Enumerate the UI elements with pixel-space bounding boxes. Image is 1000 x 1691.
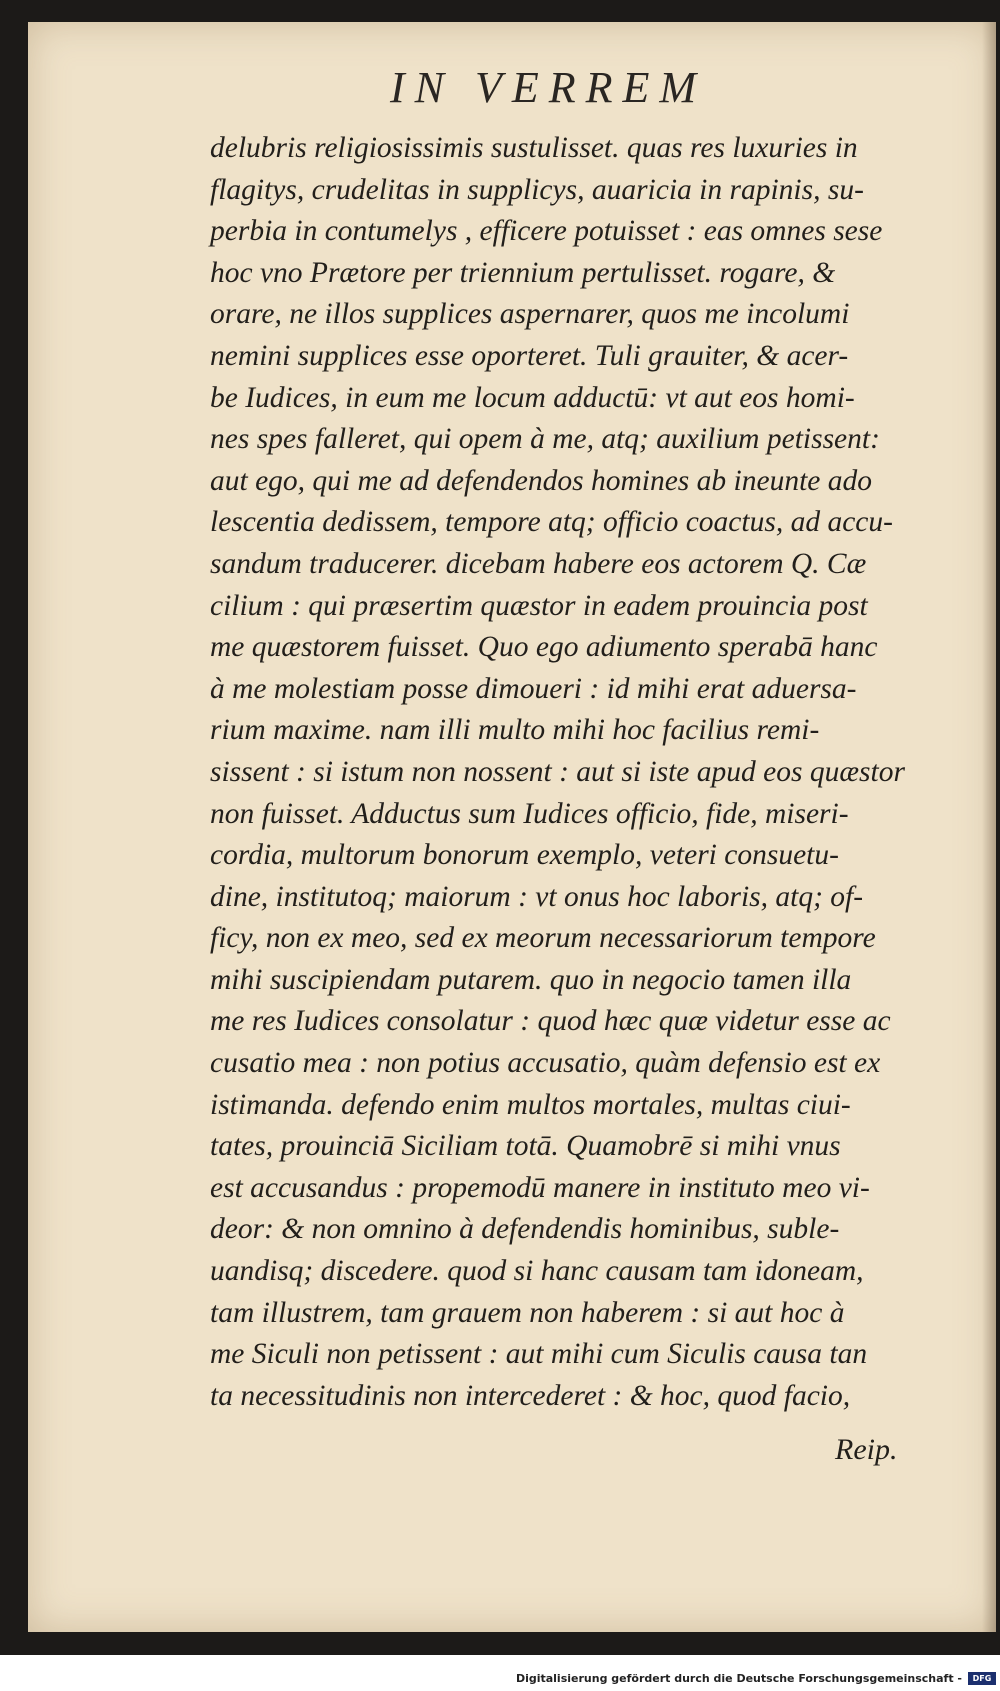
text-line: flagitys, crudelitas in supplicys, auaricia in rapinis, su- (210, 173, 864, 206)
text-line: ta necessitudinis non intercederet : & hoc, quod facio, (210, 1379, 851, 1412)
text-line: mihi suscipiendam putarem. quo in negocio tamen illa (210, 963, 852, 996)
text-line: sandum traducerer. dicebam habere eos actorem Q. Cæ (210, 547, 867, 580)
text-line: lescentia dedissem, tempore atq; officio coactus, ad accu- (210, 506, 893, 539)
text-line: hoc vno Prætore per triennium pertulisset. rogare, & (210, 256, 836, 289)
text-line: nemini supplices esse oporteret. Tuli grauiter, & acer- (210, 339, 849, 372)
text-line: be Iudices, in eum me locum adductū: vt aut eos homi- (210, 381, 855, 414)
catchword: Reip. (835, 1433, 898, 1466)
dfg-logo-icon: DFG (968, 1672, 996, 1685)
text-line: cusatio mea : non potius accusatio, quàm defensio est ex (210, 1047, 881, 1080)
text-line: deor: & non omnino à defendendis hominibus, suble- (210, 1213, 840, 1246)
text-line: orare, ne illos supplices aspernarer, quos me incolumi (210, 298, 850, 331)
text-line: ficy, non ex meo, sed ex meorum necessariorum tempore (210, 922, 876, 955)
text-line: me Siculi non petissent : aut mihi cum Siculis causa tan (210, 1338, 868, 1371)
page-edge-shadow (982, 22, 996, 1632)
text-line: perbia in contumelys , efficere potuisset : eas omnes sese (210, 215, 883, 248)
text-line: à me molestiam posse dimoueri : id mihi erat aduersa- (210, 672, 857, 705)
text-line: sissent : si istum non nossent : aut si iste apud eos quæstor (210, 755, 905, 788)
text-line: est accusandus : propemodū manere in instituto meo vi- (210, 1171, 870, 1204)
text-line: non fuisset. Adductus sum Iudices officio, fide, miseri- (210, 797, 849, 830)
text-line: tates, prouinciā Siciliam totā. Quamobrē si mihi vnus (210, 1130, 841, 1163)
text-line: tam illustrem, tam grauem non haberem : si aut hoc à (210, 1296, 845, 1329)
body-text (210, 128, 950, 1417)
text-line: cilium : qui præsertim quæstor in eadem prouincia post (210, 589, 868, 622)
text-line: istimanda. defendo enim multos mortales, multas ciui- (210, 1088, 851, 1121)
text-line: rium maxime. nam illi multo mihi hoc facilius remi- (210, 714, 820, 747)
text-line: delubris religiosissimis sustulisset. quas res luxuries in (210, 132, 858, 164)
text-line: uandisq; discedere. quod si hanc causam tam idoneam, (210, 1255, 864, 1288)
running-head: IN VERREM (390, 63, 707, 112)
text-line: cordia, multorum bonorum exemplo, veteri consuetu- (210, 839, 839, 872)
text-line: aut ego, qui me ad defendendos homines ab ineunte ado (210, 464, 872, 497)
digitization-credit (516, 1672, 996, 1685)
text-line: nes spes falleret, qui opem à me, atq; auxilium petissent: (210, 423, 880, 456)
text-line: dine, institutoq; maiorum : vt onus hoc laboris, atq; of- (210, 880, 864, 913)
text-line: me quæstorem fuisset. Quo ego adiumento sperabā hanc (210, 631, 878, 664)
credit-text: Digitalisierung gefördert durch die Deutsche Forschungsgemeinschaft - (515, 1672, 962, 1685)
text-line: me res Iudices consolatur : quod hæc quæ videtur esse ac (210, 1005, 891, 1038)
